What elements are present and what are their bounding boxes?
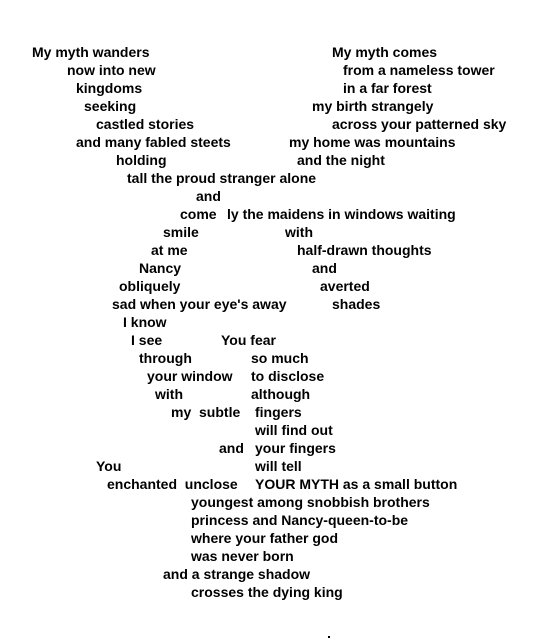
poem-line-right: ly the maidens in windows waiting [227,206,456,222]
poem-line-left: I see [131,332,163,348]
poem-line-left: and a strange shadow [163,566,311,582]
poem-line-right: and [312,260,337,276]
poem-line-right: my birth strangely [312,98,434,114]
poem-line-left: enchanted unclose [107,476,238,492]
poem-line-left: was never born [191,548,294,564]
poem-line-left: crosses the dying king [191,584,343,600]
poem-line-left: Nancy [139,260,182,276]
poem-line-left: and [196,188,221,204]
poem-line-left: obliquely [119,278,181,294]
poem-line-right: across your patterned sky [332,116,507,132]
poem-line-left: with [155,386,183,402]
stray-dot [328,636,330,638]
poem-line-right: half-drawn thoughts [297,242,432,258]
poem-line-left: youngest among snobbish brothers [191,494,430,510]
poem-line-right: from a nameless tower [343,62,495,78]
poem-line-right: fingers [255,404,302,420]
poem-line-right: to disclose [251,368,325,384]
poem-line-left: holding [116,152,167,168]
poem-line-left: seeking [84,98,137,114]
poem-line-left: at me [151,242,188,258]
poem-line-right: My myth comes [332,44,438,60]
poem-line-left: smile [163,224,199,240]
poem-line-left: castled stories [96,116,195,132]
poem-line-right: so much [251,350,309,366]
poem-line-left: your window [147,368,233,384]
poem-line-right: with [285,224,313,240]
poem-line-left: now into new [67,62,156,78]
poem-line-left: My myth wanders [32,44,150,60]
poem-line-left: kingdoms [76,80,143,96]
poem-line-left: tall the proud stranger alone [127,170,317,186]
poem-line-right: your fingers [255,440,336,456]
poem-line-right: will find out [255,422,333,438]
poem-line-left: through [139,350,192,366]
poem-line-left: and many fabled steets [76,134,231,150]
poem-line-right: although [251,386,311,402]
poem-line-left: my subtle [171,404,241,420]
poem-line-right: in a far forest [343,80,432,96]
poem-line-left: I know [123,314,167,330]
poem-line-right: will tell [255,458,302,474]
poem-line-right: and the night [297,152,385,168]
poem-line-left: sad when your eye's away [112,296,287,312]
poem-line-left: princess and Nancy-queen-to-be [191,512,409,528]
poem-line-right: YOUR MYTH as a small button [255,476,458,492]
poem-line-right: shades [332,296,381,312]
poem-line-left: You [96,458,122,474]
poem-line-right: my home was mountains [289,134,456,150]
poem-line-left: come [180,206,217,222]
poem-line-right: You fear [221,332,276,348]
poem-line-left: where your father god [191,530,339,546]
poem-line-right: averted [320,278,370,294]
poem-line-left: and [219,440,244,456]
